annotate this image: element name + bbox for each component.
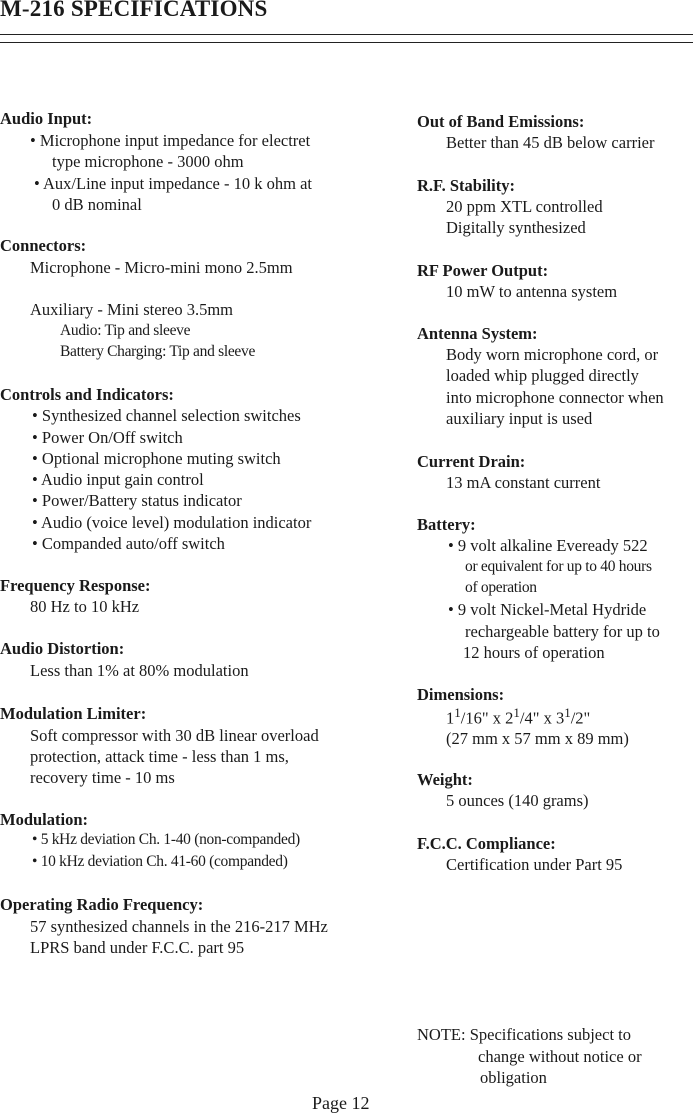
spec-line: Certification under Part 95 [446, 855, 623, 874]
dimensions-imperial: $1^1/16$" x $2^1/4$" x $3^1/2$" [446, 705, 591, 728]
header-rule-top [0, 34, 693, 35]
section-heading: F.C.C. Compliance: [417, 834, 556, 853]
spec-line: 57 synthesized channels in the 216-217 MHz [30, 917, 328, 936]
times-sign: x [539, 708, 556, 728]
spec-line: • Audio input gain control [32, 470, 204, 489]
spec-line: 5 ounces (140 grams) [446, 791, 589, 810]
spec-line: Body worn microphone cord, or [446, 345, 659, 364]
section-heading: R.F. Stability: [417, 176, 515, 195]
section-heading: RF Power Output: [417, 261, 549, 280]
page-number: Page 12 [312, 1093, 370, 1113]
spec-line: 12 hours of operation [463, 643, 605, 662]
spec-line: • Companded auto/off switch [32, 534, 225, 553]
spec-line: into microphone connector when [446, 388, 664, 407]
spec-line: LPRS band under F.C.C. part 95 [30, 938, 245, 957]
spec-line: type microphone - 3000 ohm [52, 152, 244, 171]
section-heading: Frequency Response: [0, 576, 151, 595]
depth-whole: 3 [555, 708, 565, 728]
section-heading: Audio Distortion: [0, 639, 125, 658]
depth-denominator: 2" [575, 708, 591, 728]
section-heading: Antenna System: [417, 324, 538, 343]
width-numerator: 1 [454, 705, 461, 720]
spec-line: • Power On/Off switch [32, 428, 183, 447]
spec-line: 20 ppm XTL controlled [446, 197, 603, 216]
spec-line: • 9 volt Nickel-Metal Hydride [448, 600, 647, 619]
depth-numerator: 1 [564, 705, 571, 720]
section-heading: Controls and Indicators: [0, 385, 174, 404]
spec-line: of operation [465, 579, 537, 596]
section-heading: Connectors: [0, 236, 87, 255]
times-sign: x [488, 708, 506, 728]
note-line: change without notice or [478, 1047, 642, 1066]
height-denominator: 4" [524, 708, 540, 728]
spec-line: Auxiliary - Mini stereo 3.5mm [30, 300, 234, 319]
height-whole: 2 [505, 708, 514, 728]
spec-line: • Microphone input impedance for electret [30, 131, 311, 150]
spec-line: Better than 45 dB below carrier [446, 133, 655, 152]
spec-line: auxiliary input is used [446, 409, 593, 428]
section-heading: Operating Radio Frequency: [0, 895, 204, 914]
spec-line: 80 Hz to 10 kHz [30, 597, 140, 616]
section-heading: Modulation: [0, 810, 89, 829]
section-heading: Audio Input: [0, 109, 93, 128]
spec-line: • Optional microphone muting switch [32, 449, 281, 468]
spec-line: • 10 kHz deviation Ch. 41-60 (companded) [32, 853, 288, 870]
section-heading: Modulation Limiter: [0, 704, 147, 723]
note-line: obligation [480, 1068, 547, 1087]
section-heading: Battery: [417, 515, 476, 534]
spec-line: rechargeable battery for up to [465, 622, 660, 641]
section-heading: Out of Band Emissions: [417, 112, 585, 131]
header-rule-bottom [0, 42, 693, 43]
spec-line: • Audio (voice level) modulation indicator [32, 513, 312, 532]
page-title: M-216 SPECIFICATIONS [0, 0, 268, 21]
spec-line: or equivalent for up to 40 hours [465, 558, 652, 575]
spec-line: protection, attack time - less than 1 ms, [30, 747, 289, 766]
spec-line: Digitally synthesized [446, 218, 586, 237]
spec-line: Soft compressor with 30 dB linear overload [30, 726, 319, 745]
spec-line: • Synthesized channel selection switches [32, 406, 301, 425]
spec-line: loaded whip plugged directly [446, 366, 639, 385]
section-heading: Weight: [417, 770, 473, 789]
spec-line: Microphone - Micro-mini mono 2.5mm [30, 258, 293, 277]
spec-line: 10 mW to antenna system [446, 282, 618, 301]
spec-line: 0 dB nominal [52, 195, 142, 214]
spec-line: • 5 kHz deviation Ch. 1-40 (non-companded) [32, 831, 300, 848]
spec-line: • 9 volt alkaline Eveready 522 [448, 536, 648, 555]
spec-line: (27 mm x 57 mm x 89 mm) [446, 729, 629, 748]
section-heading: Current Drain: [417, 452, 526, 471]
section-heading: Dimensions: [417, 685, 505, 704]
spec-line: Audio: Tip and sleeve [60, 322, 191, 339]
spec-line: Battery Charging: Tip and sleeve [60, 343, 256, 360]
spec-line: 13 mA constant current [446, 473, 601, 492]
spec-line: • Power/Battery status indicator [32, 491, 242, 510]
note-line: NOTE: Specifications subject to [417, 1025, 631, 1044]
height-numerator: 1 [513, 705, 520, 720]
spec-line: • Aux/Line input impedance - 10 k ohm at [34, 174, 312, 193]
width-denominator: 16" [465, 708, 489, 728]
width-whole: 1 [446, 708, 455, 728]
spec-line: recovery time - 10 ms [30, 768, 175, 787]
spec-line: Less than 1% at 80% modulation [30, 661, 249, 680]
